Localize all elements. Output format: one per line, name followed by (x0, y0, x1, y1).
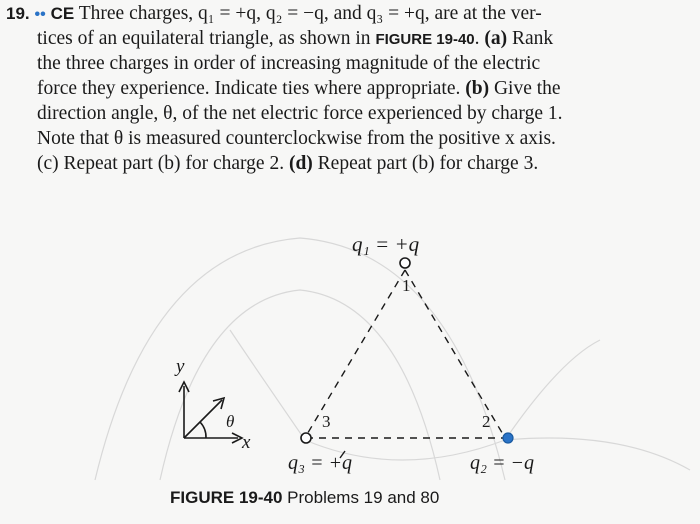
y-axis-label: y (176, 356, 185, 377)
angle-arc (200, 422, 206, 438)
figure-ref: FIGURE 19-40 (375, 31, 475, 48)
problem-line-6: Note that θ is measured counterclockwise from the positive x axis. (37, 128, 556, 149)
q2-label: q₂ = −q (470, 452, 534, 474)
problem-line-7: (c) Repeat part (b) for charge 2. (d) Repeat part (b) for charge 3. (37, 153, 539, 174)
part-c: (c) (37, 153, 59, 174)
caption-text: Problems 19 and 80 (282, 488, 440, 507)
vertex-3-number: 3 (322, 412, 331, 431)
problem-line-3: the three charges in order of increasing magnitude of the electric (37, 53, 541, 74)
ce-tag: CE (50, 4, 75, 23)
q3-label: q₃ = +q (288, 452, 352, 474)
difficulty-dots: •• (34, 6, 46, 23)
part-b: (b) (465, 78, 490, 99)
problem-number: 19. (6, 4, 30, 23)
theta-label: θ (226, 412, 235, 431)
angle-ray (184, 400, 222, 438)
side-1-3 (306, 270, 405, 436)
vertex-2-number: 2 (482, 412, 491, 431)
part-d: (d) (288, 153, 313, 174)
problem-line-2: tices of an equilateral triangle, as shown in FIGURE 19-40. (a) Rank (37, 28, 554, 49)
vertex-1-number: 1 (402, 276, 411, 295)
problem-line-4: force they experience. Indicate ties where appropriate. (b) Give the (37, 78, 561, 99)
q1-label: q₁ = +q (352, 232, 420, 256)
charge-3-marker (301, 433, 311, 443)
charge-1-marker (400, 258, 410, 268)
line-1-text: Three charges, q₁ = +q, q₂ = −q, and q₃ = +q, are at the ver- (78, 3, 542, 24)
charge-2-marker (503, 433, 513, 443)
x-axis-label: x (242, 432, 251, 453)
caption-id: FIGURE 19-40 (170, 488, 283, 507)
part-a: (a) (484, 28, 508, 49)
problem-line-5: direction angle, θ, of the net electric force experienced by charge 1. (37, 103, 563, 124)
figure-caption (170, 488, 439, 508)
